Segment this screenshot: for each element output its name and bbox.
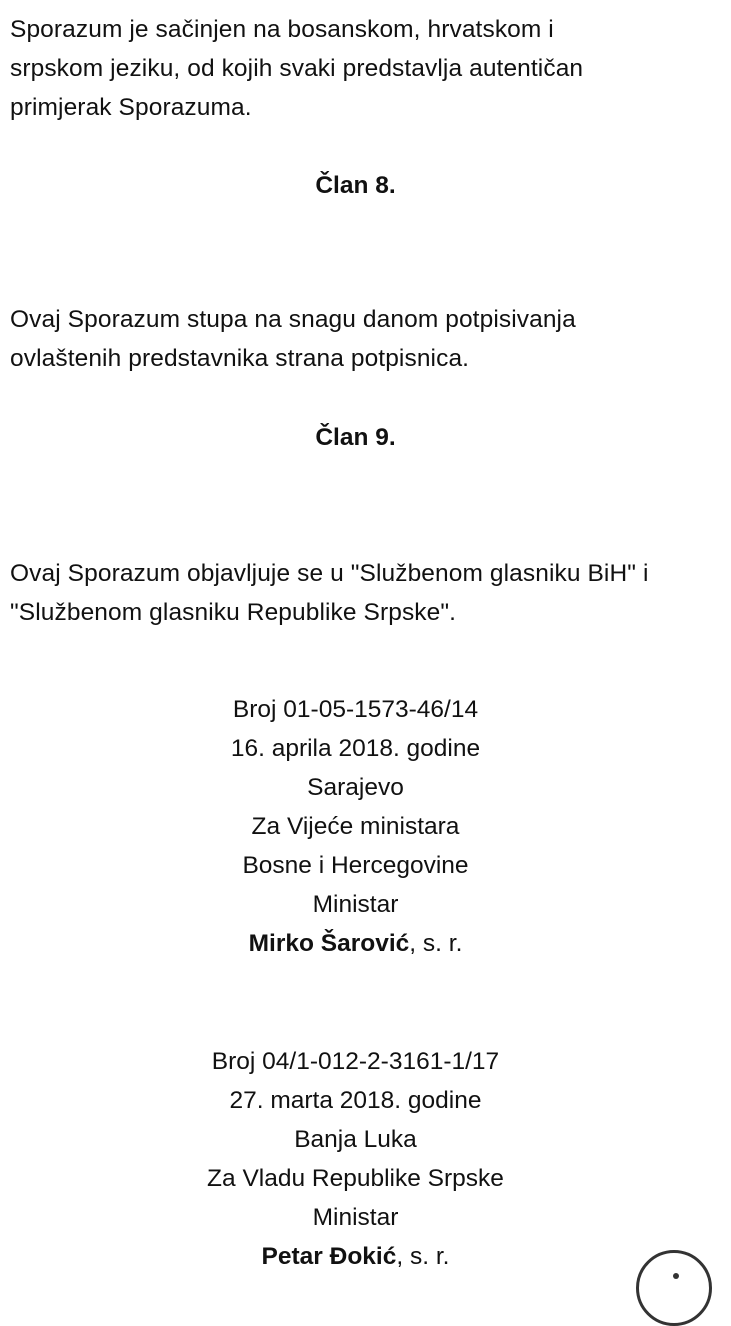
signatory-name: Mirko Šarović	[248, 930, 410, 957]
signatory-name: Petar Đokić	[261, 1243, 397, 1270]
paragraph-line: Ovaj Sporazum stupa na snagu danom potpisivanja	[10, 306, 576, 333]
signatory-body-line-1: Za Vijeće ministara	[251, 813, 460, 840]
document-date: 27. marta 2018. godine	[229, 1087, 482, 1114]
document-date: 16. aprila 2018. godine	[230, 735, 481, 762]
signatory-title: Ministar	[312, 1204, 399, 1231]
signatory-body-line-1: Za Vladu Republike Srpske	[207, 1165, 504, 1192]
signature-block-council-of-ministers	[0, 690, 711, 963]
scroll-up-button[interactable]	[636, 1250, 712, 1326]
paragraph-line: primjerak Sporazuma.	[10, 94, 252, 121]
paragraph-line: Ovaj Sporazum objavljuje se u "Službenom glasniku BiH" i	[10, 560, 649, 587]
paragraph-line: Sporazum je sačinjen na bosanskom, hrvatskom i	[10, 16, 554, 43]
signatory-body-line-2: Bosne i Hercegovine	[242, 852, 469, 879]
signatory-name-line	[0, 924, 711, 963]
paragraph-line: ovlaštenih predstavnika strana potpisnica.	[10, 345, 470, 372]
paragraph-language	[10, 10, 725, 127]
signatory-suffix: , s. r.	[409, 930, 463, 957]
paragraph-line: "Službenom glasniku Republike Srpske".	[10, 599, 457, 626]
paragraph-publication	[10, 554, 725, 632]
article-heading-9: Član 9.	[315, 424, 396, 451]
signatory-name-line	[0, 1237, 711, 1276]
document-place: Sarajevo	[307, 774, 404, 801]
signature-block-government-rs	[0, 1042, 711, 1276]
document-number: Broj 04/1-012-2-3161-1/17	[211, 1048, 500, 1075]
document-number: Broj 01-05-1573-46/14	[232, 696, 479, 723]
article-heading-8: Član 8.	[315, 172, 396, 199]
document-place: Banja Luka	[294, 1126, 417, 1153]
signatory-title: Ministar	[312, 891, 399, 918]
scroll-up-icon	[673, 1273, 679, 1279]
paragraph-line: srpskom jeziku, od kojih svaki predstavlja autentičan	[10, 55, 584, 82]
signatory-suffix: , s. r.	[396, 1243, 450, 1270]
paragraph-entry-into-force	[10, 300, 725, 378]
